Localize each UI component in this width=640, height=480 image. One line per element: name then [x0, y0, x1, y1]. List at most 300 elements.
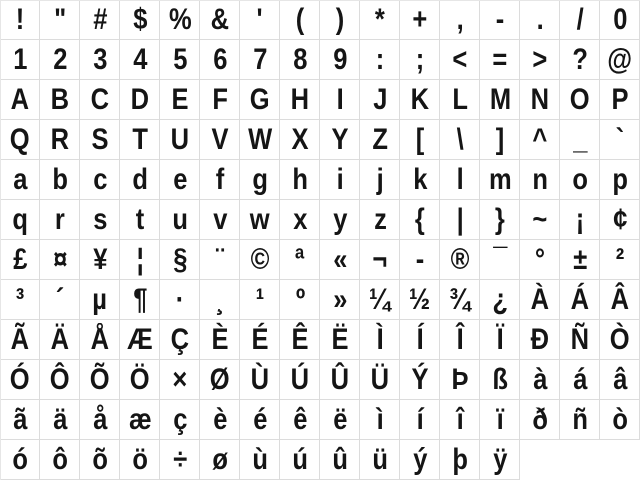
glyph-cell[interactable]	[240, 120, 280, 160]
glyph: N	[530, 83, 550, 116]
glyph-cell[interactable]	[40, 80, 80, 120]
glyph-cell[interactable]	[560, 0, 600, 40]
glyph-cell[interactable]	[360, 240, 400, 280]
glyph: ¢	[612, 203, 628, 236]
glyph-cell[interactable]	[160, 240, 200, 280]
glyph: f	[215, 163, 225, 196]
glyph-cell[interactable]	[520, 160, 560, 200]
glyph-cell[interactable]	[440, 40, 480, 80]
glyph-cell[interactable]	[80, 320, 120, 360]
glyph: ¸	[215, 283, 225, 316]
glyph-cell[interactable]	[0, 0, 40, 40]
glyph: ¨	[215, 243, 225, 276]
glyph-cell[interactable]	[280, 40, 320, 80]
glyph-cell[interactable]	[40, 280, 80, 320]
glyph: Í	[416, 323, 424, 356]
glyph-cell[interactable]	[440, 320, 480, 360]
glyph-cell[interactable]	[120, 160, 160, 200]
glyph-cell[interactable]	[320, 240, 360, 280]
glyph: Ê	[291, 323, 309, 356]
glyph-cell[interactable]	[200, 320, 240, 360]
glyph-cell[interactable]	[520, 280, 560, 320]
glyph: ¥	[92, 243, 108, 276]
glyph-cell[interactable]	[0, 360, 40, 400]
glyph-cell[interactable]	[440, 0, 480, 40]
glyph: d	[132, 163, 148, 196]
glyph-cell[interactable]	[480, 40, 520, 80]
glyph: °	[534, 243, 546, 276]
glyph: ã	[12, 403, 28, 436]
glyph-cell[interactable]	[440, 240, 480, 280]
glyph-cell[interactable]	[240, 360, 280, 400]
glyph-cell[interactable]	[600, 200, 640, 240]
glyph: ª	[295, 243, 305, 276]
glyph: Ð	[530, 323, 550, 356]
glyph-cell[interactable]	[560, 400, 600, 440]
glyph: I	[336, 83, 344, 116]
glyph-cell[interactable]	[320, 400, 360, 440]
glyph-cell[interactable]	[400, 200, 440, 240]
glyph: >	[532, 43, 548, 76]
glyph: F	[212, 83, 228, 116]
glyph: Æ	[127, 323, 153, 356]
glyph: p	[612, 163, 628, 196]
glyph-cell[interactable]	[0, 120, 40, 160]
glyph: ¹	[255, 283, 265, 316]
glyph-cell[interactable]	[440, 440, 480, 480]
glyph-cell[interactable]	[320, 160, 360, 200]
glyph-cell[interactable]	[240, 280, 280, 320]
glyph-cell[interactable]	[240, 440, 280, 480]
glyph-cell[interactable]	[120, 360, 160, 400]
glyph-cell[interactable]	[600, 80, 640, 120]
glyph: _	[572, 123, 588, 156]
glyph-cell[interactable]	[600, 0, 640, 40]
glyph-cell[interactable]	[40, 120, 80, 160]
glyph: ¡	[575, 203, 585, 236]
glyph-cell[interactable]	[440, 400, 480, 440]
glyph: Ò	[610, 323, 630, 356]
glyph-cell[interactable]	[360, 40, 400, 80]
glyph-cell[interactable]	[200, 400, 240, 440]
glyph: õ	[92, 443, 108, 476]
glyph: r	[55, 203, 65, 236]
glyph-cell[interactable]	[40, 240, 80, 280]
glyph-cell[interactable]	[200, 280, 240, 320]
glyph-cell[interactable]	[400, 440, 440, 480]
glyph-cell[interactable]	[160, 400, 200, 440]
glyph-cell[interactable]	[520, 400, 560, 440]
glyph: 7	[252, 43, 268, 76]
glyph: W	[247, 123, 273, 156]
glyph-cell[interactable]	[160, 160, 200, 200]
glyph: ð	[532, 403, 548, 436]
glyph-cell[interactable]	[480, 440, 520, 480]
glyph-cell[interactable]	[200, 200, 240, 240]
glyph-cell[interactable]	[360, 160, 400, 200]
glyph: µ	[92, 283, 108, 316]
glyph-cell[interactable]	[280, 0, 320, 40]
glyph-cell[interactable]	[280, 160, 320, 200]
glyph: M	[489, 83, 511, 116]
glyph-cell[interactable]	[0, 40, 40, 80]
glyph: æ	[128, 403, 152, 436]
glyph-cell[interactable]	[160, 40, 200, 80]
glyph-cell[interactable]	[480, 240, 520, 280]
glyph: ÷	[173, 443, 187, 476]
glyph: ·	[175, 283, 185, 316]
glyph-cell[interactable]	[320, 440, 360, 480]
glyph-cell[interactable]	[80, 40, 120, 80]
glyph: Ã	[10, 323, 30, 356]
glyph-cell[interactable]	[0, 240, 40, 280]
glyph-cell[interactable]	[480, 0, 520, 40]
glyph: \	[456, 123, 464, 156]
glyph: m	[488, 163, 512, 196]
glyph: ê	[292, 403, 308, 436]
glyph-cell[interactable]	[440, 80, 480, 120]
glyph-cell[interactable]	[120, 0, 160, 40]
glyph: Û	[330, 363, 350, 396]
glyph: K	[410, 83, 430, 116]
glyph: =	[492, 43, 508, 76]
glyph: <	[452, 43, 468, 76]
glyph-cell[interactable]	[120, 40, 160, 80]
glyph: ¿	[492, 283, 508, 316]
glyph-cell[interactable]	[240, 40, 280, 80]
glyph-cell[interactable]	[40, 320, 80, 360]
glyph: Q	[10, 123, 30, 156]
glyph-cell[interactable]	[600, 280, 640, 320]
glyph-cell[interactable]	[560, 40, 600, 80]
glyph-cell[interactable]	[520, 240, 560, 280]
glyph-cell[interactable]	[600, 400, 640, 440]
glyph: Ö	[130, 363, 150, 396]
glyph: Î	[456, 323, 464, 356]
glyph-cell[interactable]	[120, 240, 160, 280]
glyph-cell[interactable]	[360, 80, 400, 120]
glyph-cell[interactable]	[600, 120, 640, 160]
glyph-cell[interactable]	[360, 0, 400, 40]
glyph-cell[interactable]	[80, 0, 120, 40]
glyph-cell[interactable]	[560, 200, 600, 240]
glyph: ¶	[132, 283, 148, 316]
glyph: y	[332, 203, 348, 236]
glyph-cell[interactable]	[280, 280, 320, 320]
glyph: ±	[573, 243, 587, 276]
glyph-cell[interactable]	[240, 400, 280, 440]
glyph-cell[interactable]	[120, 320, 160, 360]
glyph-cell[interactable]	[120, 400, 160, 440]
glyph-cell[interactable]	[200, 120, 240, 160]
glyph-cell[interactable]	[200, 240, 240, 280]
glyph: ?	[572, 43, 588, 76]
glyph: 6	[212, 43, 228, 76]
glyph-cell[interactable]	[120, 80, 160, 120]
glyph: Z	[372, 123, 388, 156]
glyph-cell[interactable]	[80, 240, 120, 280]
glyph-cell[interactable]	[480, 160, 520, 200]
glyph-cell[interactable]	[40, 400, 80, 440]
glyph-cell[interactable]	[120, 200, 160, 240]
glyph: U	[170, 123, 190, 156]
glyph: @	[607, 43, 633, 76]
glyph: ö	[132, 443, 148, 476]
glyph-cell[interactable]	[40, 40, 80, 80]
glyph: À	[530, 283, 550, 316]
glyph-cell[interactable]	[160, 80, 200, 120]
glyph-cell[interactable]	[160, 200, 200, 240]
glyph: T	[132, 123, 148, 156]
glyph-cell[interactable]	[240, 0, 280, 40]
glyph-cell[interactable]	[600, 240, 640, 280]
glyph: ñ	[572, 403, 588, 436]
glyph-cell[interactable]	[360, 400, 400, 440]
glyph-cell[interactable]	[560, 240, 600, 280]
glyph-cell[interactable]	[360, 320, 400, 360]
glyph-cell[interactable]	[80, 160, 120, 200]
glyph-cell[interactable]	[560, 160, 600, 200]
glyph-cell[interactable]	[400, 0, 440, 40]
glyph-cell[interactable]	[80, 280, 120, 320]
glyph-cell[interactable]	[360, 440, 400, 480]
glyph-cell[interactable]	[280, 80, 320, 120]
glyph-cell[interactable]	[160, 0, 200, 40]
glyph-cell[interactable]	[80, 440, 120, 480]
glyph: ®	[450, 243, 470, 276]
glyph: ¬	[372, 243, 388, 276]
glyph-cell[interactable]	[480, 280, 520, 320]
glyph-cell[interactable]	[200, 40, 240, 80]
glyph-cell[interactable]	[520, 360, 560, 400]
glyph-cell[interactable]	[480, 360, 520, 400]
glyph-cell[interactable]	[320, 320, 360, 360]
glyph-cell[interactable]	[160, 280, 200, 320]
glyph-cell[interactable]	[240, 240, 280, 280]
glyph-cell[interactable]	[240, 160, 280, 200]
glyph: »	[332, 283, 348, 316]
glyph-cell[interactable]	[120, 280, 160, 320]
glyph: ½	[409, 283, 431, 316]
glyph: `	[615, 123, 625, 156]
glyph: ë	[332, 403, 348, 436]
glyph-cell[interactable]	[80, 120, 120, 160]
glyph-cell[interactable]	[280, 120, 320, 160]
glyph-cell[interactable]	[600, 320, 640, 360]
glyph-cell[interactable]	[320, 120, 360, 160]
glyph-cell[interactable]	[200, 360, 240, 400]
glyph: ´	[55, 283, 65, 316]
glyph-cell[interactable]	[360, 120, 400, 160]
glyph: X	[291, 123, 309, 156]
glyph-cell[interactable]	[0, 200, 40, 240]
glyph-cell[interactable]	[280, 440, 320, 480]
glyph: ¼	[369, 283, 391, 316]
glyph-cell[interactable]	[480, 120, 520, 160]
glyph: à	[532, 363, 548, 396]
glyph-cell[interactable]	[320, 200, 360, 240]
glyph-cell[interactable]	[80, 200, 120, 240]
glyph-cell[interactable]	[120, 440, 160, 480]
glyph-cell[interactable]	[560, 80, 600, 120]
glyph: {	[415, 203, 425, 236]
glyph: Ñ	[570, 323, 590, 356]
glyph-cell[interactable]	[200, 440, 240, 480]
glyph-cell[interactable]	[400, 360, 440, 400]
glyph-cell[interactable]	[200, 0, 240, 40]
glyph-cell[interactable]	[520, 120, 560, 160]
glyph-cell[interactable]	[0, 280, 40, 320]
glyph-cell[interactable]	[440, 120, 480, 160]
glyph: z	[373, 203, 387, 236]
glyph: Ú	[290, 363, 310, 396]
glyph-cell[interactable]	[400, 240, 440, 280]
glyph-cell[interactable]	[440, 280, 480, 320]
glyph-cell[interactable]	[40, 200, 80, 240]
glyph: |	[456, 203, 464, 236]
glyph-cell[interactable]	[400, 160, 440, 200]
glyph-cell[interactable]	[400, 80, 440, 120]
glyph: v	[212, 203, 228, 236]
glyph-cell[interactable]	[560, 320, 600, 360]
glyph-cell[interactable]	[40, 360, 80, 400]
glyph-cell[interactable]	[240, 80, 280, 120]
glyph: ³	[15, 283, 25, 316]
glyph: (	[295, 3, 305, 36]
glyph-cell[interactable]	[560, 120, 600, 160]
glyph: u	[172, 203, 188, 236]
glyph-cell[interactable]	[80, 80, 120, 120]
glyph-cell[interactable]	[80, 400, 120, 440]
glyph: 0	[612, 3, 628, 36]
glyph-cell[interactable]	[80, 360, 120, 400]
glyph-cell[interactable]	[520, 80, 560, 120]
glyph: í	[416, 403, 424, 436]
glyph: ~	[532, 203, 548, 236]
glyph: ²	[615, 243, 625, 276]
glyph: o	[572, 163, 588, 196]
glyph: ÿ	[492, 443, 508, 476]
glyph-cell[interactable]	[440, 160, 480, 200]
glyph: E	[171, 83, 189, 116]
glyph: D	[130, 83, 150, 116]
glyph-cell[interactable]	[520, 320, 560, 360]
glyph-cell[interactable]	[480, 80, 520, 120]
glyph-cell[interactable]	[400, 280, 440, 320]
glyph: ×	[172, 363, 188, 396]
glyph: É	[251, 323, 269, 356]
glyph: Ç	[170, 323, 190, 356]
glyph-cell[interactable]	[320, 360, 360, 400]
glyph: .	[536, 3, 544, 36]
glyph-cell[interactable]	[600, 360, 640, 400]
glyph: Ï	[496, 323, 504, 356]
glyph: l	[456, 163, 464, 196]
glyph: ú	[292, 443, 308, 476]
glyph: Ø	[210, 363, 230, 396]
glyph-cell[interactable]	[480, 400, 520, 440]
glyph-cell[interactable]	[400, 40, 440, 80]
glyph-cell[interactable]	[200, 80, 240, 120]
glyph-cell[interactable]	[320, 0, 360, 40]
glyph-cell[interactable]	[520, 40, 560, 80]
glyph-cell[interactable]	[0, 440, 40, 480]
glyph-cell[interactable]	[40, 440, 80, 480]
glyph: A	[10, 83, 30, 116]
glyph-cell[interactable]	[0, 400, 40, 440]
glyph-cell[interactable]	[320, 40, 360, 80]
glyph-cell[interactable]	[360, 360, 400, 400]
glyph: é	[252, 403, 268, 436]
glyph-cell[interactable]	[600, 160, 640, 200]
glyph-cell[interactable]	[0, 320, 40, 360]
glyph-cell[interactable]	[600, 40, 640, 80]
glyph-cell[interactable]	[240, 320, 280, 360]
glyph-cell[interactable]	[320, 80, 360, 120]
glyph-cell[interactable]	[160, 320, 200, 360]
glyph-cell[interactable]	[120, 120, 160, 160]
glyph: ü	[372, 443, 388, 476]
glyph-cell[interactable]	[280, 320, 320, 360]
glyph-cell[interactable]	[400, 120, 440, 160]
glyph-cell[interactable]	[0, 160, 40, 200]
glyph-cell[interactable]	[160, 440, 200, 480]
glyph-cell[interactable]	[200, 160, 240, 200]
glyph-cell[interactable]	[40, 160, 80, 200]
glyph: i	[336, 163, 344, 196]
glyph-cell[interactable]	[360, 200, 400, 240]
glyph: ù	[252, 443, 268, 476]
glyph-cell[interactable]	[160, 360, 200, 400]
glyph: *	[375, 3, 385, 36]
glyph: ;	[415, 43, 425, 76]
glyph-cell[interactable]	[400, 400, 440, 440]
glyph-cell[interactable]	[240, 200, 280, 240]
glyph: -	[415, 243, 425, 276]
glyph: Á	[570, 283, 590, 316]
glyph-cell[interactable]	[320, 280, 360, 320]
glyph-cell[interactable]	[280, 360, 320, 400]
glyph: w	[250, 203, 270, 236]
glyph: V	[211, 123, 229, 156]
glyph: Ý	[411, 363, 429, 396]
glyph-cell[interactable]	[280, 200, 320, 240]
glyph-cell[interactable]	[0, 80, 40, 120]
glyph-cell[interactable]	[280, 400, 320, 440]
glyph: Ë	[331, 323, 349, 356]
glyph: [	[415, 123, 425, 156]
glyph: Ô	[50, 363, 70, 396]
glyph: a	[12, 163, 28, 196]
glyph-cell[interactable]	[360, 280, 400, 320]
glyph-cell[interactable]	[280, 240, 320, 280]
glyph-cell[interactable]	[520, 0, 560, 40]
glyph-cell[interactable]	[400, 320, 440, 360]
glyph: L	[452, 83, 468, 116]
glyph-cell[interactable]	[560, 280, 600, 320]
glyph-cell[interactable]	[440, 360, 480, 400]
glyph-cell[interactable]	[40, 0, 80, 40]
glyph-cell[interactable]	[440, 200, 480, 240]
glyph-cell[interactable]	[520, 200, 560, 240]
glyph: ¾	[449, 283, 471, 316]
glyph-cell[interactable]	[560, 360, 600, 400]
glyph-cell[interactable]	[480, 320, 520, 360]
glyph-cell[interactable]	[480, 200, 520, 240]
glyph: ß	[492, 363, 508, 396]
glyph: ^	[532, 123, 548, 156]
glyph-cell[interactable]	[160, 120, 200, 160]
